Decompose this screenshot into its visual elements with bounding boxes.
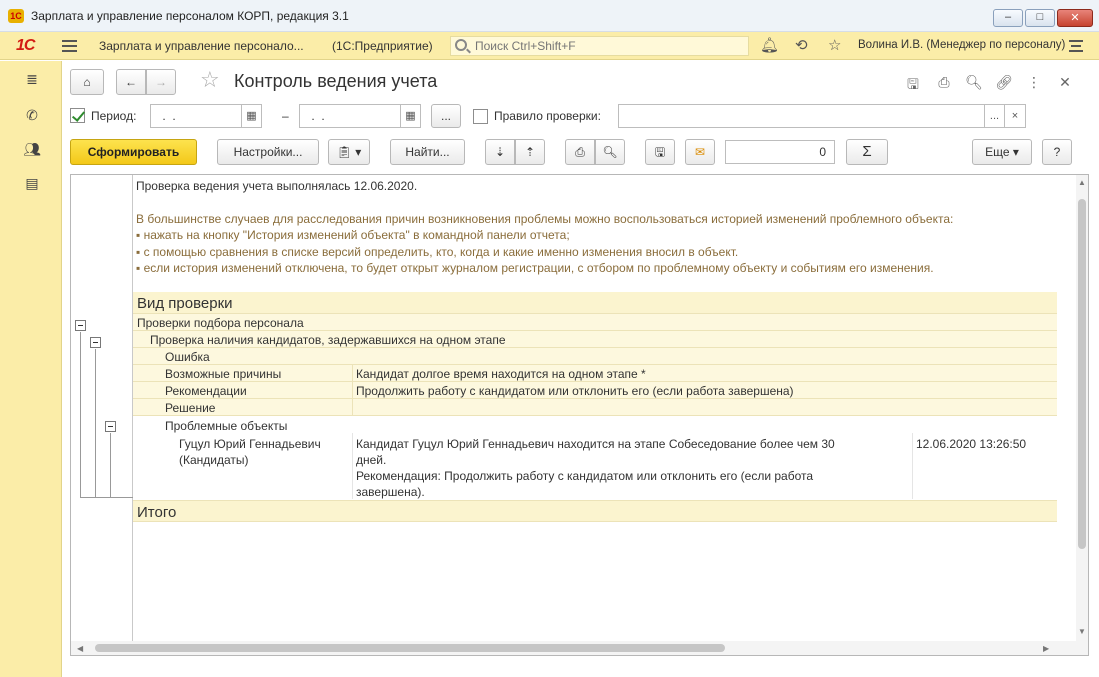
period-label: Период:: [91, 109, 137, 123]
collapse-check-icon[interactable]: [90, 337, 101, 348]
more-button[interactable]: [972, 139, 1032, 165]
horizontal-scrollbar[interactable]: [71, 641, 1089, 655]
settings-menu-icon[interactable]: [1069, 40, 1083, 52]
settings-button[interactable]: Настройки...: [217, 139, 319, 165]
window-title: Зарплата и управление персоналом КОРП, редакция 3.1: [31, 9, 349, 23]
variants-dropdown-button[interactable]: [328, 139, 370, 165]
minimize-icon: –: [1004, 11, 1012, 23]
current-user[interactable]: Волина И.В. (Менеджер по персоналу): [858, 39, 1066, 51]
arrow-left-icon: ←: [125, 75, 137, 89]
sigma-icon: Σ: [862, 143, 872, 160]
help-button[interactable]: ?: [1042, 139, 1072, 165]
1c-logo-icon: 1С: [16, 37, 35, 54]
group-title: Проверки подбора персонала: [137, 316, 304, 330]
calendar-from-icon[interactable]: ▦: [242, 104, 262, 128]
phone-icon[interactable]: ✆: [26, 107, 38, 123]
sections-list-icon[interactable]: ≣: [26, 71, 38, 87]
period-dash: –: [282, 109, 289, 123]
vertical-scrollbar[interactable]: [1076, 175, 1088, 643]
error-row: [133, 348, 1057, 365]
object-type: (Кандидаты): [179, 453, 249, 467]
solution-row: [133, 399, 1057, 416]
sort-desc-button[interactable]: [485, 139, 515, 165]
global-search[interactable]: [450, 36, 749, 56]
error-label: Ошибка: [165, 350, 210, 364]
scroll-up-icon[interactable]: ▲: [1078, 178, 1086, 187]
vertical-scroll-thumb[interactable]: [1078, 199, 1086, 549]
window-titlebar: [0, 0, 1099, 32]
object-description: Кандидат Гуцул Юрий Геннадьевич находится на этапе Собеседование более чем 30: [356, 437, 835, 451]
find-button[interactable]: Найти...: [390, 139, 465, 165]
causes-row: [133, 365, 1057, 382]
section-header-row: [133, 292, 1057, 314]
form-content: [62, 61, 1099, 677]
tree-line: [95, 349, 96, 497]
link-icon[interactable]: 🔗︎: [995, 74, 1013, 90]
id-card-icon[interactable]: ▤: [25, 175, 39, 191]
close-window-button[interactable]: [1057, 9, 1093, 27]
main-menu-icon[interactable]: [62, 40, 77, 52]
group-row: [133, 314, 1057, 331]
bell-icon[interactable]: 🔔︎: [760, 37, 780, 54]
total-label: Итого: [137, 504, 177, 521]
generate-button[interactable]: Сформировать: [70, 139, 197, 165]
sum-mode-dropdown[interactable]: [846, 139, 888, 165]
calendar-to-icon[interactable]: ▦: [401, 104, 421, 128]
print-preview-button[interactable]: [595, 139, 625, 165]
more-label: Еще: [985, 145, 1010, 159]
scroll-down-icon[interactable]: ▼: [1078, 627, 1086, 636]
object-description: завершена).: [356, 485, 425, 499]
column-separator: [352, 433, 353, 499]
star-icon[interactable]: ☆: [828, 37, 842, 54]
forward-button[interactable]: [146, 69, 176, 95]
total-row: [133, 500, 1057, 522]
chevron-down-icon: ▾: [1012, 145, 1019, 159]
period-checkbox[interactable]: [70, 108, 85, 123]
collapse-group-icon[interactable]: [75, 320, 86, 331]
print-icon[interactable]: ⎙: [938, 74, 950, 90]
maximize-button[interactable]: [1025, 9, 1055, 27]
preview-icon: 🔍︎: [602, 145, 618, 159]
home-icon: ⌂: [83, 75, 91, 89]
report-note: ▪ с помощью сравнения в списке версий определить, кто, когда и какие именно изменения вносил в объект.: [136, 245, 739, 259]
object-description: Рекомендация: Продолжить работу с кандидатом или отклонить его (если работа: [356, 469, 814, 483]
report-sheet: [133, 175, 1057, 643]
envelope-icon: ✉: [694, 145, 706, 159]
more-vertical-icon[interactable]: ⋮: [1027, 74, 1041, 90]
tree-line: [80, 332, 81, 497]
send-email-button[interactable]: [685, 139, 715, 165]
report-spreadsheet[interactable]: [70, 174, 1089, 656]
page-title: Контроль ведения учета: [234, 71, 438, 91]
tree-line: [80, 497, 133, 498]
close-icon: ✕: [1070, 12, 1080, 24]
report-intro: Проверка ведения учета выполнялась 12.06.2020.: [136, 179, 418, 193]
scroll-right-icon[interactable]: ▶: [1043, 644, 1050, 653]
preview-icon[interactable]: 🔍︎: [965, 74, 983, 90]
save-icon[interactable]: 🖫︎: [907, 76, 919, 92]
printer-icon: ⎙: [575, 145, 585, 159]
report-note: ▪ нажать на кнопку "История изменений объекта" в командной панели отчета;: [136, 228, 570, 242]
users-icon[interactable]: 👥︎: [23, 141, 41, 157]
sum-field[interactable]: [725, 140, 835, 164]
home-button[interactable]: [70, 69, 104, 95]
grouping-gutter: [71, 175, 133, 643]
sort-asc-button[interactable]: [515, 139, 545, 165]
arrow-right-icon: →: [155, 75, 167, 89]
rule-select-button[interactable]: ...: [985, 104, 1005, 128]
check-row: [133, 331, 1057, 348]
rule-label: Правило проверки:: [494, 109, 601, 123]
history-icon[interactable]: ⟲: [795, 37, 808, 54]
recommend-row: [133, 382, 1057, 399]
recommend-label: Рекомендации: [165, 384, 247, 398]
object-description: дней.: [356, 453, 387, 467]
search-icon: [455, 39, 467, 51]
report-note: В большинстве случаев для расследования причин возникновения проблемы можно воспользоваться историей изменений проблемного объекта:: [136, 212, 954, 226]
period-select-button[interactable]: ...: [431, 104, 461, 128]
close-form-icon[interactable]: ✕: [1059, 74, 1071, 90]
sort-asc-icon: ⇡: [524, 145, 536, 159]
clipboard-icon: 📋︎ ▾: [336, 145, 362, 159]
rule-clear-button[interactable]: ×: [1005, 104, 1026, 128]
column-separator: [352, 365, 353, 416]
horizontal-scroll-thumb[interactable]: [95, 644, 725, 652]
section-header: Вид проверки: [137, 295, 233, 312]
recommend-value: Продолжить работу с кандидатом или отклонить его (если работа завершена): [356, 384, 794, 398]
period-to-input[interactable]: [299, 104, 401, 128]
check-title: Проверка наличия кандидатов, задержавшихся на одном этапе: [150, 333, 506, 347]
causes-label: Возможные причины: [165, 367, 282, 381]
back-button[interactable]: [116, 69, 146, 95]
favorite-star-icon[interactable]: ☆: [200, 67, 220, 92]
column-separator: [912, 433, 913, 499]
print-button[interactable]: [565, 139, 595, 165]
rule-input[interactable]: [618, 104, 985, 128]
period-from-input[interactable]: [150, 104, 242, 128]
global-search-input[interactable]: [473, 38, 743, 54]
sort-desc-icon: ⇣: [494, 145, 506, 159]
report-note: ▪ если история изменений отключена, то будет открыт журналом регистрации, с отбором по проблемному объекту и событиям его изменения.: [136, 261, 934, 275]
causes-value: Кандидат долгое время находится на одном этапе *: [356, 367, 646, 381]
sections-sidebar: [0, 61, 62, 677]
app-name-link[interactable]: Зарплата и управление персонало...: [99, 39, 304, 53]
object-name[interactable]: Гуцул Юрий Геннадьевич: [179, 437, 321, 451]
app-platform-label: (1С:Предприятие): [332, 39, 433, 53]
rule-checkbox[interactable]: [473, 109, 488, 124]
floppy-icon: 🖫︎: [654, 145, 666, 159]
maximize-icon: □: [1036, 11, 1044, 23]
scroll-left-icon[interactable]: ◀: [77, 644, 84, 653]
minimize-button[interactable]: [993, 9, 1023, 27]
object-date: 12.06.2020 13:26:50: [916, 437, 1027, 451]
app-toolbar: [0, 32, 1099, 60]
collapse-objects-icon[interactable]: [105, 421, 116, 432]
objects-label: Проблемные объекты: [165, 419, 288, 433]
tree-line: [110, 433, 111, 497]
solution-label: Решение: [165, 401, 216, 415]
save-report-button[interactable]: [645, 139, 675, 165]
app-logo-icon: 1С: [8, 9, 24, 23]
